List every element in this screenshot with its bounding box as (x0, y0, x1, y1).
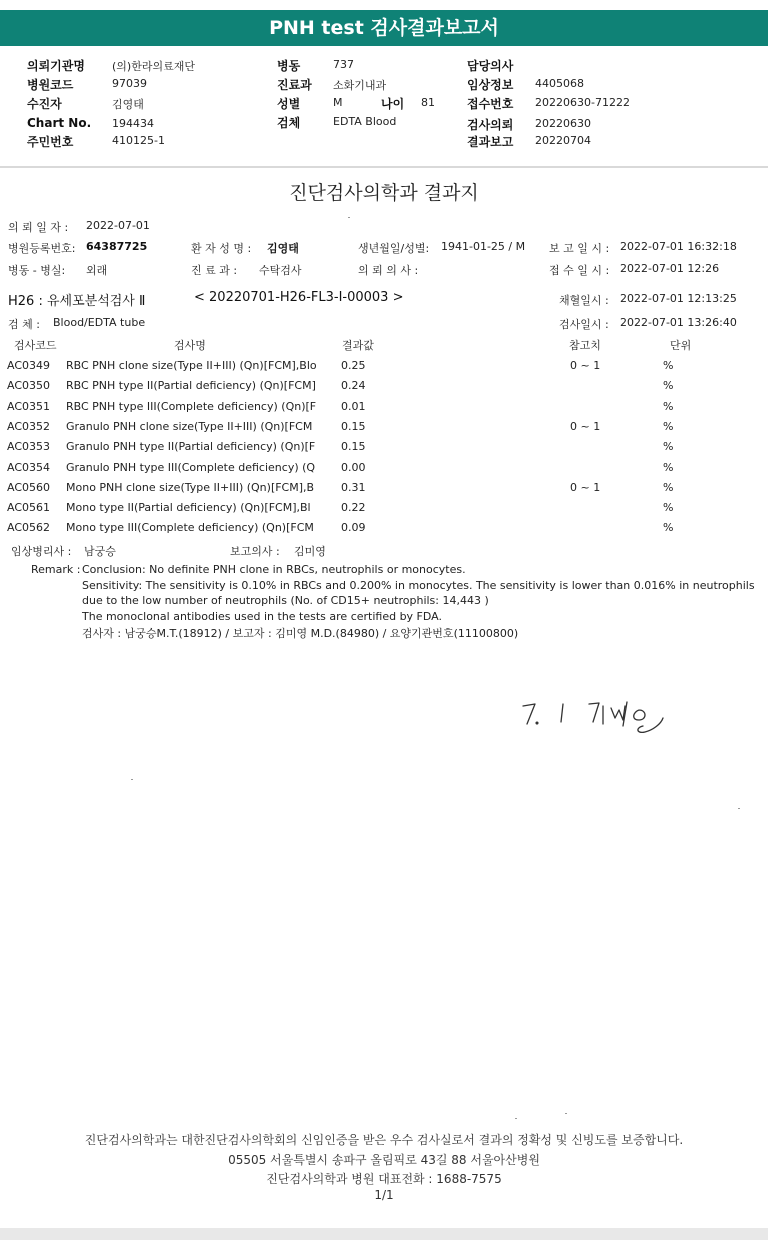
table-cell: % (663, 399, 674, 413)
summary-value: 20220630-71222 (535, 96, 630, 109)
report-time-label: 보 고 일 시 : (549, 242, 610, 255)
summary-value: 20220704 (535, 134, 591, 147)
summary-value: EDTA Blood (333, 115, 397, 128)
table-header: 결과값 (342, 339, 374, 352)
summary-label: 수진자 (27, 97, 62, 111)
clinical-label: 임상병리사 : (11, 545, 72, 558)
remark-line: Sensitivity: The sensitivity is 0.10% in RBCs and 0.200% in monocytes. The sensitivity is lower than 0.016% in neutrophils (82, 578, 755, 592)
table-cell: % (663, 480, 674, 494)
test-time-label: 검사일시 : (559, 318, 609, 331)
summary-label: 병동 (277, 59, 301, 73)
summary-label: 검사의뢰 (467, 118, 514, 132)
table-cell: 0 ~ 1 (570, 480, 601, 494)
table-cell: 0.15 (341, 419, 366, 433)
table-cell: AC0562 (7, 521, 51, 535)
signature-image (515, 692, 675, 740)
footer-address: 05505 서울특별시 송파구 올림픽로 43길 88 서울아산병원 (228, 1153, 540, 1167)
ward-label: 병동 - 병실: (8, 264, 66, 277)
table-cell: 0 ~ 1 (570, 359, 601, 372)
table-cell: % (663, 501, 674, 515)
summary-label: Chart No. (27, 116, 92, 130)
table-cell: % (663, 379, 674, 393)
request-date-label: 의 뢰 일 자 : (8, 221, 69, 234)
table-cell: Granulo PNH type II(Partial deficiency) (Qn)[F (66, 440, 316, 454)
table-cell: AC0351 (7, 399, 51, 413)
remark-line: The monoclonal antibodies used in the tests are certified by FDA. (82, 609, 442, 623)
summary-label: 병원코드 (27, 78, 74, 92)
table-cell: AC0349 (7, 359, 51, 372)
table-cell: RBC PNH type III(Complete deficiency) (Qn)[F (66, 399, 317, 413)
receipt-time-label: 접 수 일 시 : (549, 264, 610, 277)
specimen: Blood/EDTA tube (53, 316, 146, 329)
table-cell: AC0350 (7, 379, 51, 393)
table-cell: AC0353 (7, 440, 51, 454)
summary-value: 410125-1 (112, 134, 165, 147)
remark-line: Conclusion: No definite PNH clone in RBCs, neutrophils or monocytes. (82, 563, 466, 576)
table-cell: 0.00 (341, 460, 366, 474)
summary-value: (의)한라의료재단 (112, 60, 195, 73)
test-time: 2022-07-01 13:26:40 (620, 316, 737, 329)
summary-label: 결과보고 (467, 135, 514, 149)
collect-time: 2022-07-01 12:13:25 (620, 292, 737, 305)
table-cell: 0.24 (341, 379, 366, 393)
table-cell: Granulo PNH clone size(Type II+III) (Qn)[FCM (66, 419, 313, 433)
patient-name: 김영태 (267, 242, 299, 255)
table-header: 검사명 (174, 339, 206, 352)
summary-label: 의뢰기관명 (27, 59, 85, 73)
summary-value: M (333, 96, 343, 109)
table-header: 검사코드 (14, 339, 57, 352)
summary-value: 97039 (112, 77, 147, 90)
summary-label: 검체 (277, 116, 301, 130)
specimen-label: 검 체 : (8, 318, 40, 331)
table-cell: AC0354 (7, 460, 51, 474)
summary-label: 주민번호 (27, 135, 74, 149)
summary-value: 194434 (112, 117, 154, 130)
summary-label: 성별 (277, 97, 301, 111)
table-cell: 0.25 (341, 359, 366, 372)
summary-label: 임상정보 (467, 78, 514, 92)
request-date: 2022-07-01 (86, 219, 150, 232)
table-header: 참고치 (569, 339, 601, 352)
table-cell: RBC PNH clone size(Type II+III) (Qn)[FCM],Blo (66, 359, 317, 372)
summary-value: 김영태 (112, 98, 144, 111)
section-code: H26 : 유세포분석검사 Ⅱ (8, 294, 146, 309)
ward: 외래 (86, 264, 108, 277)
section-id: < 20220701-H26-FL3-I-00003 > (194, 290, 404, 305)
table-cell: Mono type III(Complete deficiency) (Qn)[FCM (66, 521, 314, 535)
reporter-name: 김미영 (294, 545, 326, 558)
dept-label: 진 료 과 : (191, 264, 238, 277)
dob: 1941-01-25 / M (441, 240, 526, 253)
table-cell: Mono PNH clone size(Type II+III) (Qn)[FCM],B (66, 480, 315, 494)
age-value: 81 (421, 96, 435, 109)
table-cell: RBC PNH type II(Partial deficiency) (Qn)[FCM] (66, 379, 316, 393)
table-cell: 0.09 (341, 521, 366, 535)
table-cell: 0.01 (341, 399, 366, 413)
report-time: 2022-07-01 16:32:18 (620, 240, 737, 253)
summary-value: 소화기내과 (333, 79, 387, 92)
table-cell: % (663, 440, 674, 454)
remark-line: 검사자 : 남궁승M.T.(18912) / 보고자 : 김미영 M.D.(84980) / 요양기관번호(11100800) (82, 627, 519, 640)
table-cell: 0.31 (341, 480, 366, 494)
table-cell: AC0560 (7, 480, 51, 494)
receipt-time: 2022-07-01 12:26 (620, 262, 720, 275)
footer-band (0, 1228, 768, 1240)
summary-label: 접수번호 (467, 97, 514, 111)
reporter-label: 보고의사 : (230, 545, 280, 558)
table-cell: 0.15 (341, 440, 366, 454)
table-cell: Granulo PNH type III(Complete deficiency) (Q (66, 460, 316, 474)
report-title: 진단검사의학과 결과지 (289, 182, 479, 204)
table-cell: % (663, 359, 674, 372)
summary-label: 담당의사 (467, 59, 514, 73)
summary-value: 737 (333, 58, 354, 71)
table-cell: AC0561 (7, 501, 51, 515)
report-header-title: PNH test 검사결과보고서 (269, 17, 499, 39)
collect-label: 채혈일시 : (559, 294, 609, 307)
page-number: 1/1 (374, 1188, 394, 1202)
table-header: 단위 (670, 339, 692, 352)
remark-label: Remark : (31, 563, 81, 576)
clinical-name: 남궁승 (84, 545, 116, 558)
dob-label: 생년월일/성별: (358, 242, 430, 255)
table-cell: 0.22 (341, 501, 366, 515)
age-label: 나이 (381, 97, 405, 111)
dept: 수탁검사 (259, 264, 302, 277)
reg-no-label: 병원등록번호: (8, 242, 76, 255)
table-cell: Mono type II(Partial deficiency) (Qn)[FCM],Bl (66, 501, 311, 515)
patient-name-label: 환 자 성 명 : (191, 242, 252, 255)
summary-divider (0, 166, 768, 168)
table-cell: % (663, 419, 674, 433)
table-cell: % (663, 521, 674, 535)
doctor-label: 의 뢰 의 사 : (358, 264, 419, 277)
summary-value: 4405068 (535, 77, 584, 90)
footer-certification: 진단검사의학과는 대한진단검사의학회의 신임인증을 받은 우수 검사실로서 결과의 정확성 및 신빙도를 보증합니다. (84, 1133, 684, 1147)
table-cell: AC0352 (7, 419, 51, 433)
table-cell: % (663, 460, 674, 474)
summary-label: 진료과 (277, 78, 312, 92)
footer-contact: 진단검사의학과 병원 대표전화 : 1688-7575 (266, 1172, 502, 1186)
summary-value: 20220630 (535, 117, 591, 130)
reg-no: 64387725 (86, 240, 148, 253)
table-cell: 0 ~ 1 (570, 419, 601, 433)
remark-line: due to the low number of neutrophils (No. of CD15+ neutrophils: 14,443 ) (82, 594, 489, 607)
